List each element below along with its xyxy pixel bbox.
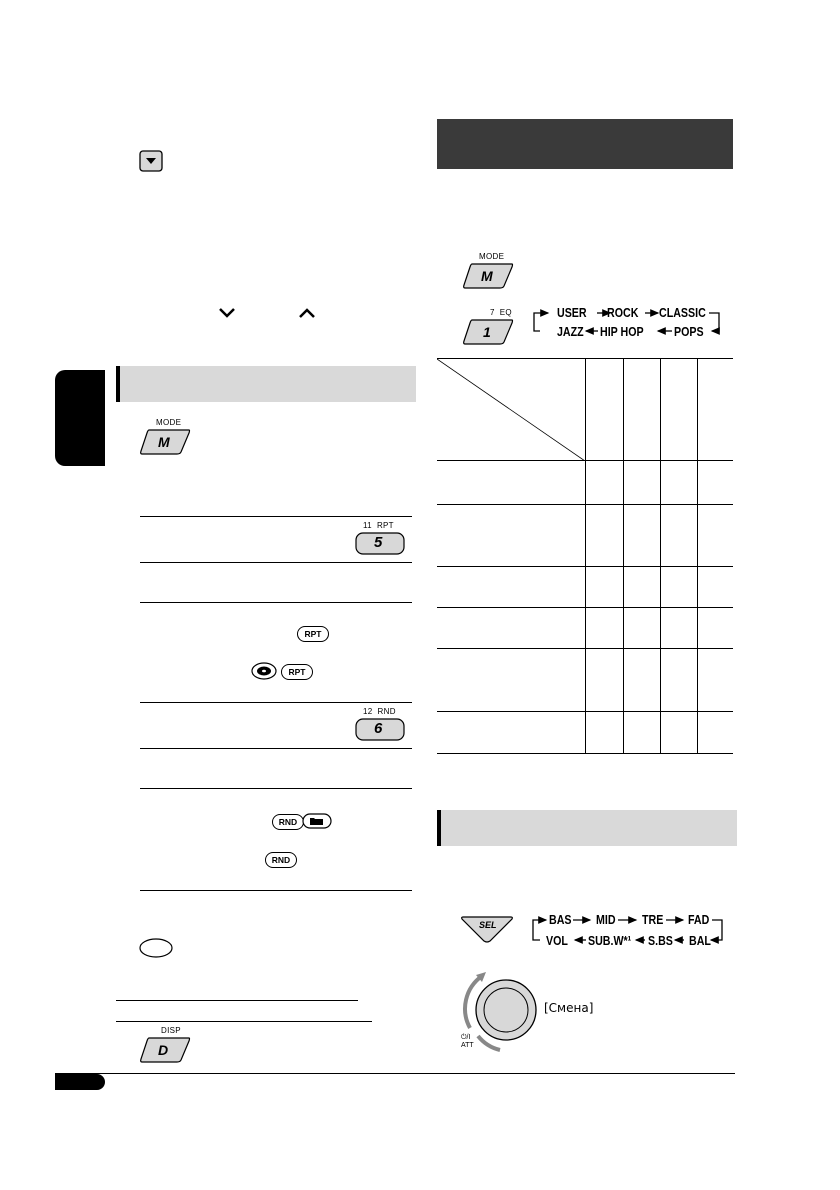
mode-button[interactable] bbox=[139, 428, 191, 456]
table-row-line bbox=[437, 711, 733, 712]
oval-button[interactable] bbox=[139, 938, 173, 958]
language-side-tab bbox=[55, 370, 105, 466]
sound-seq-fad-text: FAD bbox=[688, 912, 710, 927]
button-6-key: 6 bbox=[374, 720, 383, 737]
button-6-label-num: 12 bbox=[363, 707, 373, 716]
rpt-badge-2: RPT bbox=[281, 664, 313, 680]
divider bbox=[140, 748, 412, 749]
divider bbox=[140, 516, 412, 517]
rnd-badge-2: RND bbox=[265, 852, 297, 868]
disp-button[interactable] bbox=[139, 1036, 191, 1064]
eq-button-label bbox=[490, 308, 512, 317]
table-row-line bbox=[437, 566, 733, 567]
chevron-down-icon bbox=[218, 307, 236, 319]
button-5-label bbox=[363, 521, 394, 530]
sound-seq-tre bbox=[642, 912, 668, 927]
sound-seq-bas bbox=[549, 912, 576, 927]
disc-icon bbox=[251, 662, 277, 680]
power-label: ⏻/I bbox=[461, 1034, 471, 1041]
eq-seq-user bbox=[557, 305, 593, 320]
button-6-label bbox=[363, 707, 396, 716]
mode-button-right[interactable] bbox=[462, 262, 514, 290]
button-5-label-fn: RPT bbox=[376, 521, 394, 530]
power-att-label bbox=[461, 1034, 474, 1050]
sound-seq-vol-text: VOL bbox=[546, 933, 568, 948]
table-row-line bbox=[437, 504, 733, 505]
rnd-badge: RND bbox=[272, 814, 304, 830]
sound-seq-vol bbox=[546, 933, 573, 948]
sound-seq-sbs-text: S.BS bbox=[648, 933, 673, 948]
sel-button[interactable] bbox=[460, 914, 514, 944]
button-5-key: 5 bbox=[374, 534, 383, 551]
mode-label-right: MODE bbox=[479, 252, 505, 261]
section-header-right bbox=[437, 810, 737, 846]
button-6-label-fn: RND bbox=[377, 707, 396, 716]
table-bottom-line bbox=[437, 753, 733, 754]
disp-label: DISP bbox=[161, 1026, 181, 1035]
sound-seq-fad bbox=[688, 912, 714, 927]
mode-button-right-key: M bbox=[481, 268, 493, 284]
down-arrow-icon bbox=[139, 150, 163, 172]
eq-button-1[interactable] bbox=[462, 318, 514, 346]
sound-seq-tre-text: TRE bbox=[642, 912, 664, 927]
eq-button-label-num: 7 bbox=[490, 308, 495, 317]
footer-line bbox=[55, 1073, 735, 1074]
divider bbox=[140, 788, 412, 789]
divider bbox=[116, 1000, 358, 1001]
sel-button-key: SEL bbox=[479, 920, 497, 930]
folder-icon bbox=[302, 813, 332, 829]
eq-seq-hiphop bbox=[600, 324, 653, 339]
sound-seq-bal bbox=[689, 933, 716, 948]
sound-seq-bal-text: BAL bbox=[689, 933, 711, 948]
eq-seq-jazz bbox=[557, 324, 590, 339]
divider bbox=[116, 1021, 372, 1022]
knob-label: [Смена] bbox=[544, 1001, 594, 1015]
divider bbox=[140, 602, 412, 603]
section-header-dark bbox=[437, 119, 733, 169]
att-label: ATT bbox=[461, 1042, 474, 1049]
table-col-line bbox=[660, 359, 661, 753]
eq-button-label-fn: EQ bbox=[499, 308, 512, 317]
table-col-line bbox=[585, 359, 586, 753]
eq-seq-rock bbox=[607, 305, 645, 320]
button-5[interactable] bbox=[355, 532, 405, 555]
eq-seq-user-text: USER bbox=[557, 305, 587, 320]
sound-seq-sbs bbox=[648, 933, 678, 948]
disp-button-key: D bbox=[158, 1042, 169, 1058]
section-header-left bbox=[116, 366, 416, 402]
sound-seq-bas-text: BAS bbox=[549, 912, 572, 927]
table-corner-diagonal bbox=[437, 359, 585, 461]
sound-seq-mid bbox=[596, 912, 620, 927]
table-col-line bbox=[623, 359, 624, 753]
sound-seq-subw bbox=[588, 933, 641, 948]
divider bbox=[140, 890, 412, 891]
eq-seq-pops bbox=[674, 324, 710, 339]
eq-seq-classic-text: CLASSIC bbox=[659, 305, 706, 320]
eq-seq-classic bbox=[659, 305, 716, 320]
chevron-up-icon bbox=[298, 307, 316, 319]
divider bbox=[140, 702, 412, 703]
button-5-label-num: 11 bbox=[363, 521, 372, 530]
table-row-line bbox=[437, 607, 733, 608]
table-col-line bbox=[697, 359, 698, 753]
eq-seq-pops-text: POPS bbox=[674, 324, 704, 339]
eq-button-1-key: 1 bbox=[483, 324, 491, 340]
rpt-badge: RPT bbox=[297, 626, 329, 642]
table-row-line bbox=[437, 648, 733, 649]
eq-seq-jazz-text: JAZZ bbox=[557, 324, 584, 339]
button-6[interactable] bbox=[355, 718, 405, 741]
divider bbox=[140, 562, 412, 563]
mode-label: MODE bbox=[156, 418, 182, 427]
down-arrow-button[interactable] bbox=[139, 150, 163, 172]
eq-seq-rock-text: ROCK bbox=[607, 305, 639, 320]
sound-seq-mid-text: MID bbox=[596, 912, 616, 927]
table-header-line bbox=[437, 460, 733, 461]
sound-seq-subw-text: SUB.W*¹ bbox=[588, 933, 632, 948]
page-number-tab bbox=[55, 1074, 105, 1090]
mode-button-key: M bbox=[158, 434, 170, 450]
eq-seq-hiphop-text: HIP HOP bbox=[600, 324, 644, 339]
